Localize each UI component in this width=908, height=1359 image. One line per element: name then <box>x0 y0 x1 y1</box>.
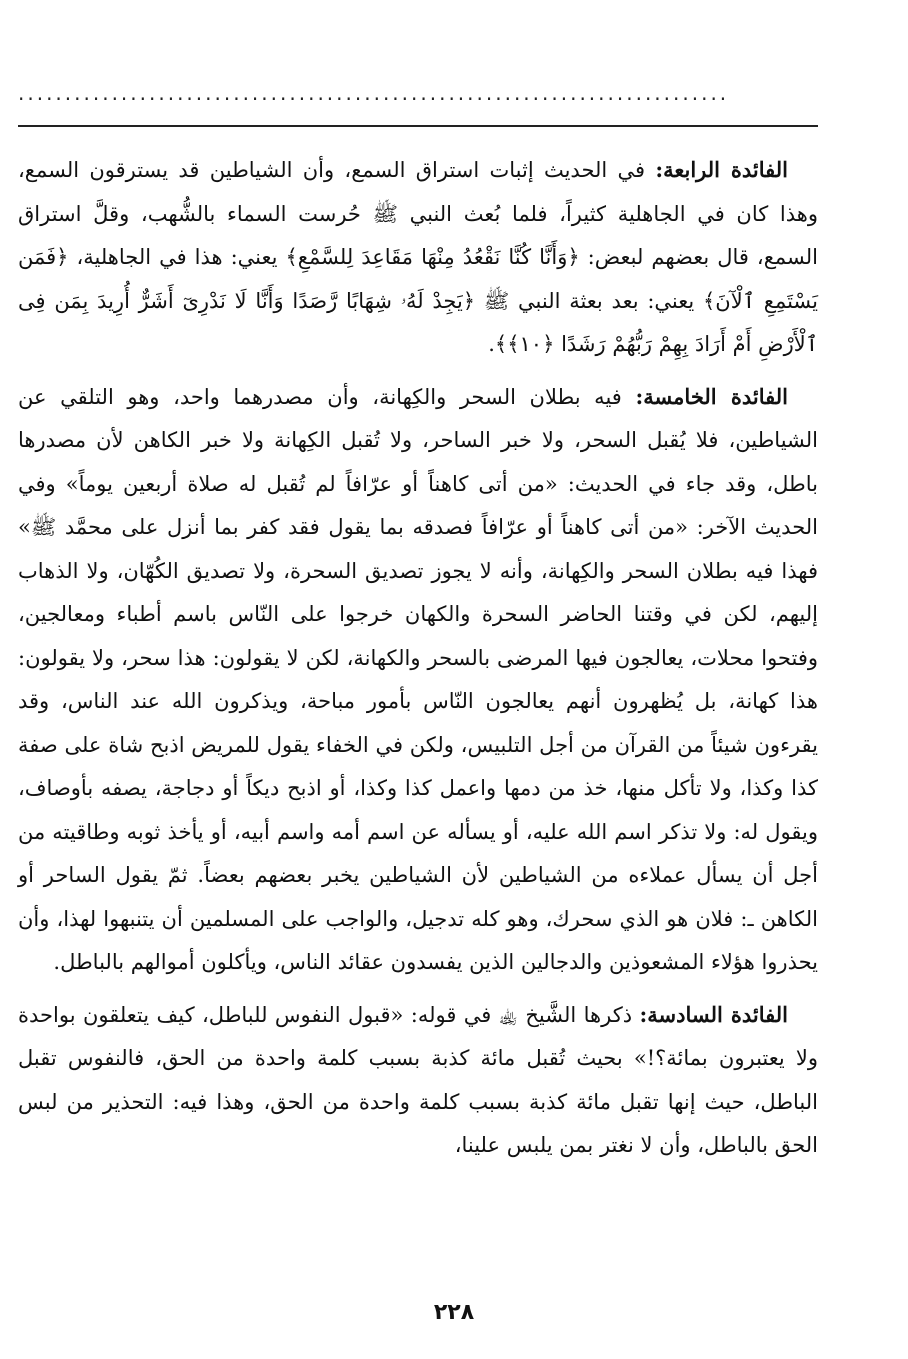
header-rule <box>18 125 818 127</box>
paragraph-heading: الفائدة الخامسة: <box>635 383 788 409</box>
paragraph-heading: الفائدة السادسة: <box>639 1001 788 1027</box>
paragraph-heading: الفائدة الرابعة: <box>655 157 788 182</box>
page-number: ٢٢٨ <box>433 1300 475 1325</box>
paragraph-text: في الحديث إثبات استراق السمع، وأن الشياطين قد يسترقون السمع، وهذا كان في الجاهلية كثيراً، فلما بُعث النبي ﷺ حُرست السماء بالشُّهب، وقلَّ استراق السمع، قال بعضهم لبعض: ﴿وَأَنَّا كُنَّا نَقْعُدُ مِنْهَا مَقَاعِدَ لِلسَّمْعِ﴾ يعني: هذا في الجاهلية، ﴿فَمَن يَسْتَمِعِ ٱلْآنَ﴾ يعني: بعد بعثة النبي ﷺ ﴿يَجِدْ لَهُۥ شِهَابًا رَّصَدًا وَأَنَّا لَا نَدْرِىٓ أَشَرٌّ أُرِيدَ بِمَن فِى ٱلْأَرْضِ أَمْ أَرَادَ بِهِمْ رَبُّهُمْ رَشَدًا ﴿١٠﴾﴾. <box>18 158 818 356</box>
paragraph-sixth-benefit <box>18 993 818 1168</box>
paragraph-fourth-benefit <box>18 148 818 367</box>
paragraph-text: ذكرها الشَّيخ ﵀ في قوله: «قبول النفوس للباطل، كيف يتعلقون بواحدة ولا يعتبرون بمائة؟!» بحيث تُقبل مائة كذبة بسبب كلمة واحدة من الحق، فالنفوس تقبل الباطل، حيث إنها تقبل مائة كذبة بسبب كلمة واحدة من الحق، وهذا فيه: التحذير من لبس الحق بالباطل، وأن لا نغتر بمن يلبس علينا، <box>18 1002 818 1157</box>
paragraph-fifth-benefit <box>18 375 818 985</box>
page-body <box>18 148 818 1176</box>
paragraph-text: فيه بطلان السحر والكِهانة، وأن مصدرهما واحد، وهو التلقي عن الشياطين، فلا يُقبل السحر، ولا خبر الساحر، ولا تُقبل الكِهانة ولا خبر الكاهن لأن مصدرها باطل، وقد جاء في الحديث: «من أتى كاهناً أو عرّافاً لم تُقبل له صلاة أربعين يوماً» وفي الحديث الآخر: «من أتى كاهناً أو عرّافاً فصدقه بما يقول فقد كفر بما أنزل على محمَّد ﷺ» فهذا فيه بطلان السحر والكِهانة، وأنه لا يجوز تصديق السحرة، ولا تصديق الكُهّان، ولا الذهاب إليهم، لكن في وقتنا الحاضر السحرة والكهان خرجوا على النّاس باسم أطباء ومعالجين، وفتحوا محلات، يعالجون فيها المرضى بالسحر والكهانة، لكن لا يقولون: هذا سحر، ولا يقولون: هذا كهانة، بل يُظهرون أنهم يعالجون النّاس بأمور مباحة، ويذكرون الله عند الناس، وقد يقرءون شيئاً من القرآن من أجل التلبيس، ولكن في الخفاء يقول للمريض اذبح شاة على صفة كذا وكذا، ولا تأكل منها، خذ من دمها واعمل كذا وكذا، أو اذبح ديكاً أو دجاجة، يصفه بأوصاف، ويقول له: ولا تذكر اسم الله عليه، أو يسأله عن اسم أمه واسم أبيه، أو يأخذ ثوبه وطاقيته من أجل أن يسأل عملاءه من الشياطين لأن الشياطين يخبر بعضهم بعضاً. ثمّ يقول الساحر أو الكاهن ـ: فلان هو الذي سحرك، وهو كله تدجيل، والواجب على المسلمين أن يتنبهوا لهذا، وأن يحذروا هؤلاء المشعوذين والدجالين الذين يفسدون عقائد الناس، ويأكلون أموالهم بالباطل. <box>18 384 818 974</box>
dotted-separator: ............................................................................ <box>18 86 730 100</box>
